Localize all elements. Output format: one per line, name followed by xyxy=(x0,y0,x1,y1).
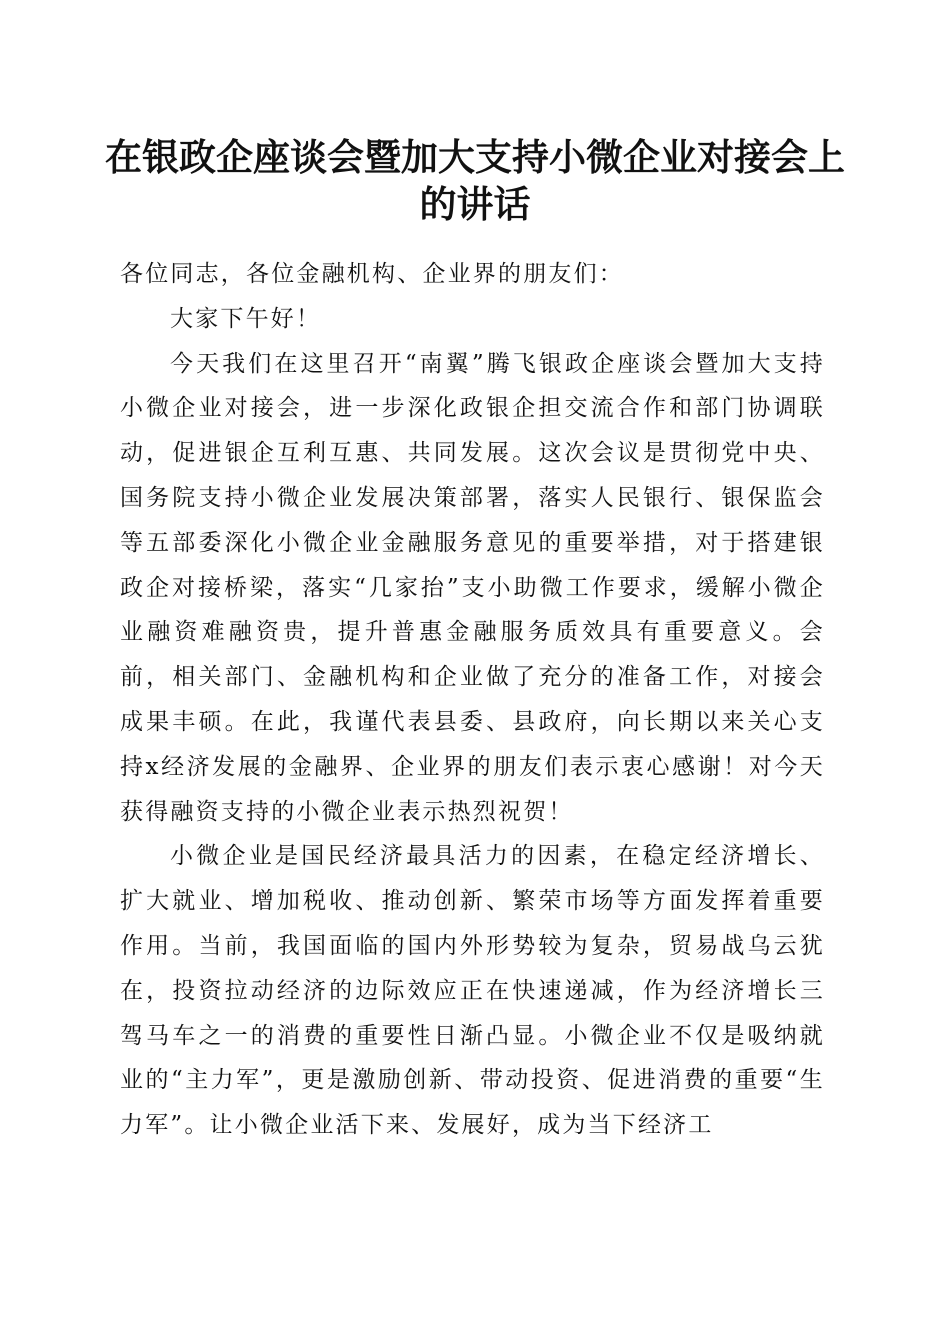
body-paragraph-1: 今天我们在这里召开“南翼”腾飞银政企座谈会暨加大支持小微企业对接会，进一步深化政银企担交流合作和部门协调联动，促进银企互利互惠、共同发展。这次会议是贯彻党中央、国务院支持小微企业发展决策部署，落实人民银行、银保监会等五部委深化小微企业金融服务意见的重要举措，对于搭建银政企对接桥梁，落实“几家抬”支小助微工作要求，缓解小微企业融资难融资贵，提升普惠金融服务质效具有重要意义。会前，相关部门、金融机构和企业做了充分的准备工作，对接会成果丰硕。在此，我谨代表县委、县政府，向长期以来关心支持x经济发展的金融界、企业界的朋友们表示衷心感谢！对今天获得融资支持的小微企业表示热烈祝贺！ xyxy=(120,350,825,825)
title-line-2: 的讲话 xyxy=(419,182,531,226)
greeting-paragraph: 大家下午好！ xyxy=(170,305,322,332)
document-body xyxy=(120,252,825,1148)
salutation: 各位同志，各位金融机构、企业界的朋友们： xyxy=(120,261,624,287)
body-paragraph-2: 小微企业是国民经济最具活力的因素，在稳定经济增长、扩大就业、增加税收、推动创新、繁荣市场等方面发挥着重要作用。当前，我国面临的国内外形势较为复杂，贸易战乌云犹在，投资拉动经济的边际效应正在快速递减，作为经济增长三驾马车之一的消费的重要性日渐凸显。小微企业不仅是吸纳就业的“主力军”，更是激励创新、带动投资、促进消费的重要“生力军”。让小微企业活下来、发展好，成为当下经济工 xyxy=(120,843,825,1139)
title-line-1: 在银政企座谈会暨加大支持小微企业对接会上 xyxy=(105,135,845,179)
document-title xyxy=(100,134,850,228)
